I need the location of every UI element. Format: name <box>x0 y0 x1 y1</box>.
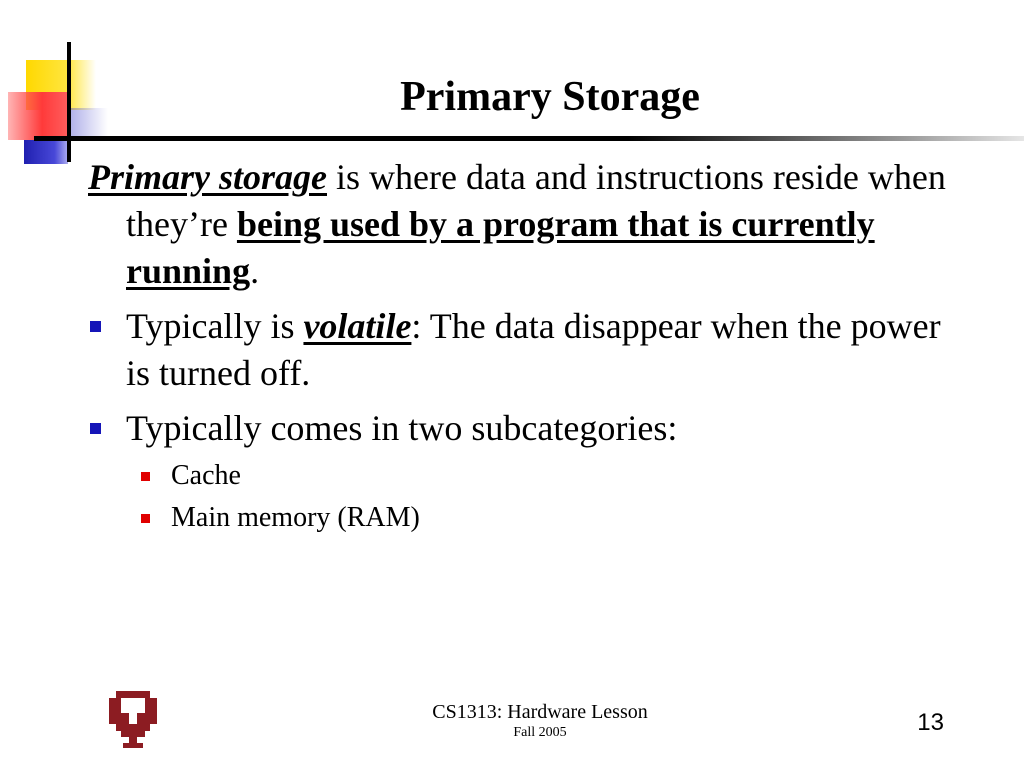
bullet-prefix: Typically is <box>126 306 304 346</box>
square-bullet-icon <box>141 514 150 523</box>
bullet-suffix: : The data disappear when the power is turned off. <box>126 306 941 393</box>
square-bullet-icon <box>141 472 150 481</box>
bullet-item-subcategories <box>88 405 968 452</box>
definition-emphasis: being used by a program that is currently running <box>126 204 875 291</box>
decoration-red-square <box>8 92 70 140</box>
subitem-cache <box>88 458 968 494</box>
subitem-main-memory <box>88 500 968 536</box>
title-decoration <box>0 0 120 170</box>
definition-term: Primary storage <box>88 157 327 197</box>
ou-logo-icon <box>108 688 158 755</box>
footer-course: CS1313: Hardware Lesson <box>432 701 648 723</box>
slide-body <box>88 154 968 536</box>
footer-term: Fall 2005 <box>513 725 567 740</box>
definition-text-1: is where data and instructions reside when they’re <box>126 157 946 244</box>
square-bullet-icon <box>90 423 101 434</box>
bullet-item-volatile <box>88 303 968 397</box>
decoration-vertical-line <box>67 42 71 162</box>
slide-footer <box>360 700 720 742</box>
bullet-emphasis: volatile <box>303 306 412 346</box>
decoration-blue-square <box>24 140 68 164</box>
title-rule <box>34 136 1024 141</box>
subitem-text: Main memory (RAM) <box>171 502 420 533</box>
definition-paragraph <box>88 154 968 295</box>
slide-title: Primary Storage <box>400 74 700 120</box>
subitem-text: Cache <box>171 460 241 491</box>
square-bullet-icon <box>90 321 101 332</box>
definition-text-2: . <box>250 251 260 291</box>
bullet-text: Typically comes in two subcategories: <box>126 408 678 448</box>
page-number: 13 <box>917 709 944 736</box>
